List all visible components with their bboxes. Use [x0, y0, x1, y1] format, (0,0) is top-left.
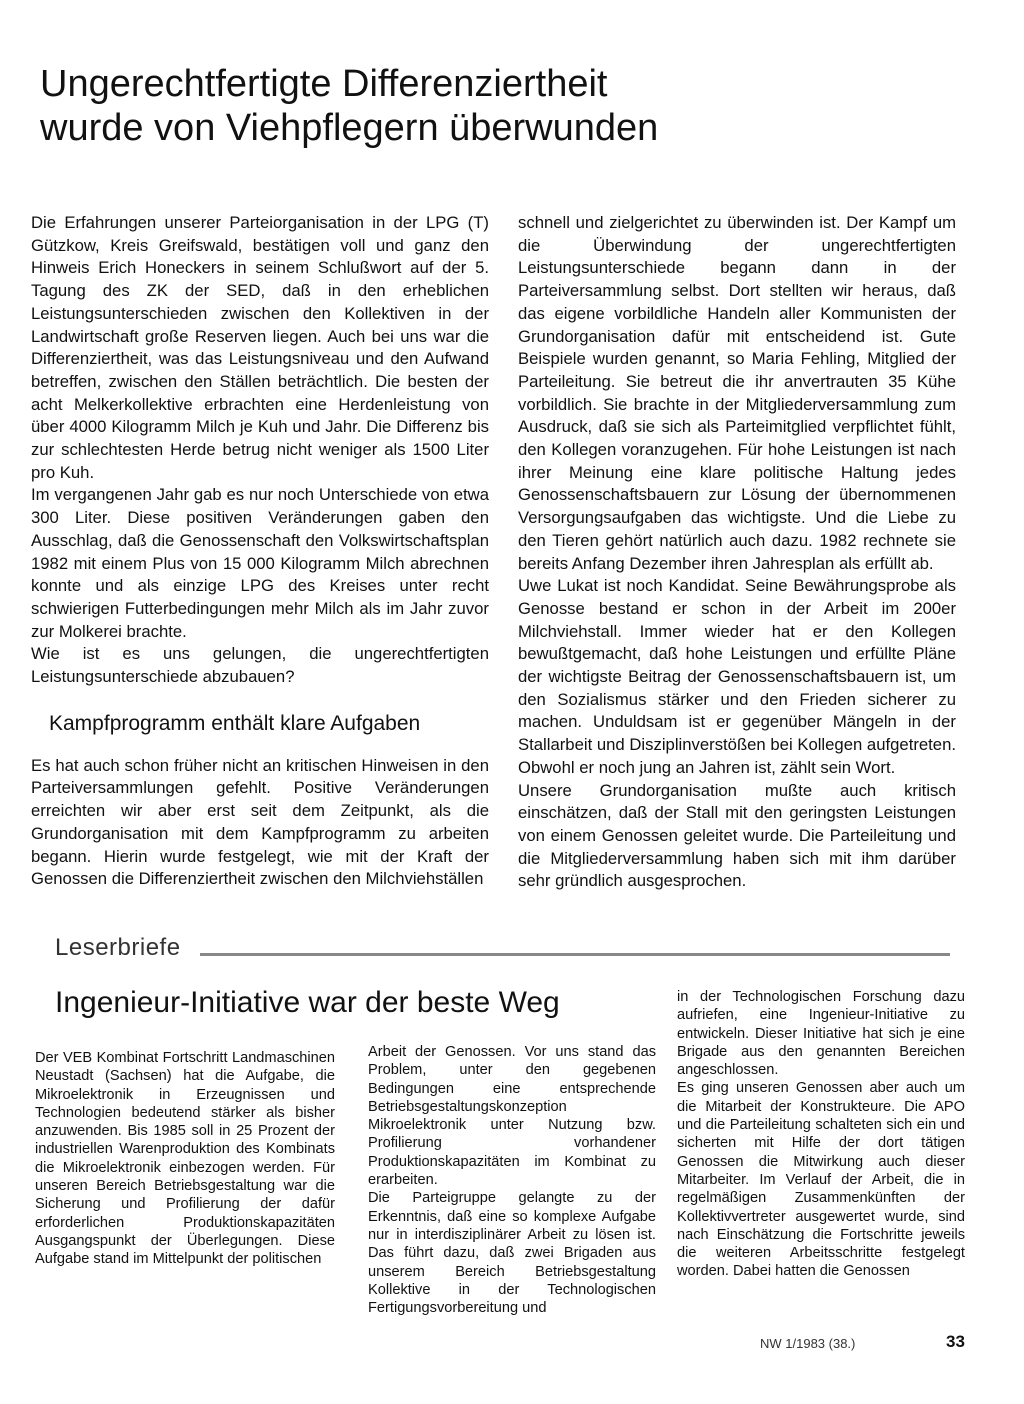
paragraph: schnell und zielgerichtet zu überwinden ist. Der Kampf um die Überwindung der ungerechtfertigten Leistungsunterschiede begann dann in der Parteiversammlung selbst. Dort stellten wir heraus, daß das eigene vorbildliche Handeln aller Kommunisten der Grundorganisation dafür mit entscheidend ist. Gute Beispiele wurden genannt, so Maria Fehling, Mitglied der Parteileitung. Sie betreut die ihr anvertrauten 35 Kühe vorbildlich. Sie brachte in der Mitgliederversammlung zum Ausdruck, daß sie sich als Parteimitglied verpflichtet fühlt, den Kollegen voranzugehen. Für hohe Leistungen ist nach ihrer Meinung eine klare politische Haltung jedes Genossenschaftsbauern zur Lösung der übernommenen Versorgungsaufgaben das wichtigste. Und die Liebe zu den Tieren gehört natürlich auch dazu. 1982 rechnete sie bereits Anfang Dezember ihren Jahresplan als erfüllt ab. [518, 213, 956, 573]
paragraph: Wie ist es uns gelungen, die ungerechtfertigten Leistungsunterschiede abzubauen? [31, 644, 489, 687]
letter-column-1 [35, 1049, 335, 1269]
paragraph: Es hat auch schon früher nicht an kritischen Hinweisen in den Parteiversammlungen gefehlt. Positive Veränderungen erreichten wir aber erst seit dem Zeitpunkt, als die Grundorganisation mit dem Kampfprogramm zu arbeiten begann. Hierin wurde festgelegt, wie mit der Kraft der Genossen die Differenziertheit zwischen den Milchviehställen [31, 755, 489, 889]
article-title [40, 62, 940, 150]
letter-column-2 [368, 1043, 656, 1317]
subheading: Kampfprogramm enthält klare Aufgaben [49, 711, 421, 735]
page-number: 33 [946, 1332, 965, 1351]
article-column-left [31, 212, 489, 891]
paragraph: Uwe Lukat ist noch Kandidat. Seine Bewährungsprobe als Genosse bestand er schon in der Arbeit im 200er Milchviehstall. Immer wieder hat er den Kollegen bewußtgemacht, daß hohe Leistungen und erfüllte Pläne der wichtigste Beitrag der Genossenschaftsbauern ist, um den Sozialismus stärker und den Frieden sicherer zu machen. Unduldsam ist er gegenüber Mängeln in der Stallarbeit und Disziplinverstößen bei Kollegen aufgetreten. Obwohl er noch jung an Jahren ist, zählt sein Wort. [518, 576, 956, 777]
paragraph: Unsere Grundorganisation mußte auch kritisch einschätzen, daß der Stall mit den geringsten Leistungen von einem Genossen geleitet wurde. Die Parteileitung und die Mitgliederversammlung haben sich mit ihm darüber sehr gründlich ausgesprochen. [518, 780, 956, 891]
letter-title: Ingenieur-Initiative war der beste Weg [55, 986, 560, 1019]
article-title-line: wurde von Viehpflegern überwunden [40, 107, 659, 149]
issue-label: NW 1/1983 (38.) [760, 1336, 856, 1351]
letter-column-3 [677, 988, 965, 1281]
section-label: Leserbriefe [55, 934, 181, 961]
paragraph: Die Erfahrungen unserer Parteiorganisation in der LPG (T) Gützkow, Kreis Greifswald, bestätigen voll und ganz den Hinweis Erich Honeckers in seinem Schlußwort auf der 5. Tagung des ZK der SED, daß in den erheblichen Leistungsunterschieden zwischen den Kollektiven in der Landwirtschaft große Reserven liegen. Auch bei uns war die Differenziertheit, was das Leistungsniveau und den Aufwand betreffen, zwischen den Ställen beträchtlich. Die besten der acht Melkerkollektive erbrachten eine Herdenleistung von über 4000 Kilogramm Milch je Kuh und Jahr. Die Differenz bis zur schlechtesten Herde betrug nicht weniger als 1500 Liter pro Kuh. [31, 213, 489, 482]
paragraph: Im vergangenen Jahr gab es nur noch Unterschiede von etwa 300 Liter. Diese positiven Veränderungen gaben den Ausschlag, daß die Genossenschaft den Volkswirtschaftsplan 1982 mit einem Plus von 15 000 Kilogramm Milch abrechnen konnte und als einzige LPG des Kreises unter recht schwierigen Futterbedingungen mehr Milch als im Jahr zuvor zur Molkerei brachte. [31, 485, 489, 641]
paragraph: Es ging unseren Genossen aber auch um die Mitarbeit der Konstrukteure. Die APO und die Parteileitung schalteten sich ein und sicherten mit Hilfe der dort tätigen Genossen die Mitwirkung auch dieser Mitarbeiter. Im Verlauf der Arbeit, die in regelmäßigen Zusammenkünften der Kollektivvertreter ausgewertet wurde, sind nach Einschätzung die Fortschritte jeweils die weiteren Arbeitsschritte festgelegt worden. Dabei hatten die Genossen [677, 1080, 965, 1280]
section-divider [200, 953, 950, 956]
article-column-right [518, 212, 956, 893]
paragraph: Der VEB Kombinat Fortschritt Landmaschinen Neustadt (Sachsen) hat die Aufgabe, die Mikroelektronik in Erzeugnissen und Technologien bedeutend stärker als bisher anzuwenden. Bis 1985 soll in 25 Prozent der industriellen Warenproduktion des Kombinats die Mikroelektronik einbezogen werden. Für unseren Bereich Betriebsgestaltung war die Sicherung und Profilierung der dafür erforderlichen Produktionskapazitäten Ausgangspunkt der Überlegungen. Diese Aufgabe stand im Mittelpunkt der politischen [35, 1050, 335, 1268]
article-title-line: Ungerechtfertigte Differenziertheit [40, 63, 608, 105]
paragraph: in der Technologischen Forschung dazu aufriefen, eine Ingenieur-Initiative zu entwickeln. Dieser Initiative hat sich je eine Brigade aus den genannten Bereichen angeschlossen. [677, 989, 965, 1079]
paragraph: Die Parteigruppe gelangte zu der Erkenntnis, daß eine so komplexe Aufgabe nur in interdisziplinärer Arbeit zu lösen ist. Das führt dazu, daß zwei Brigaden aus unserem Bereich Betriebsgestaltung Kollektive in der Technologischen Fertigungsvorbereitung und [368, 1190, 656, 1317]
paragraph: Arbeit der Genossen. Vor uns stand das Problem, unter den gegebenen Bedingungen eine entsprechende Betriebsgestaltungskonzeption Mikroelektronik unter Nutzung bzw. Profilierung vorhandener Produktionskapazitäten im Kombinat zu erarbeiten. [368, 1044, 656, 1189]
